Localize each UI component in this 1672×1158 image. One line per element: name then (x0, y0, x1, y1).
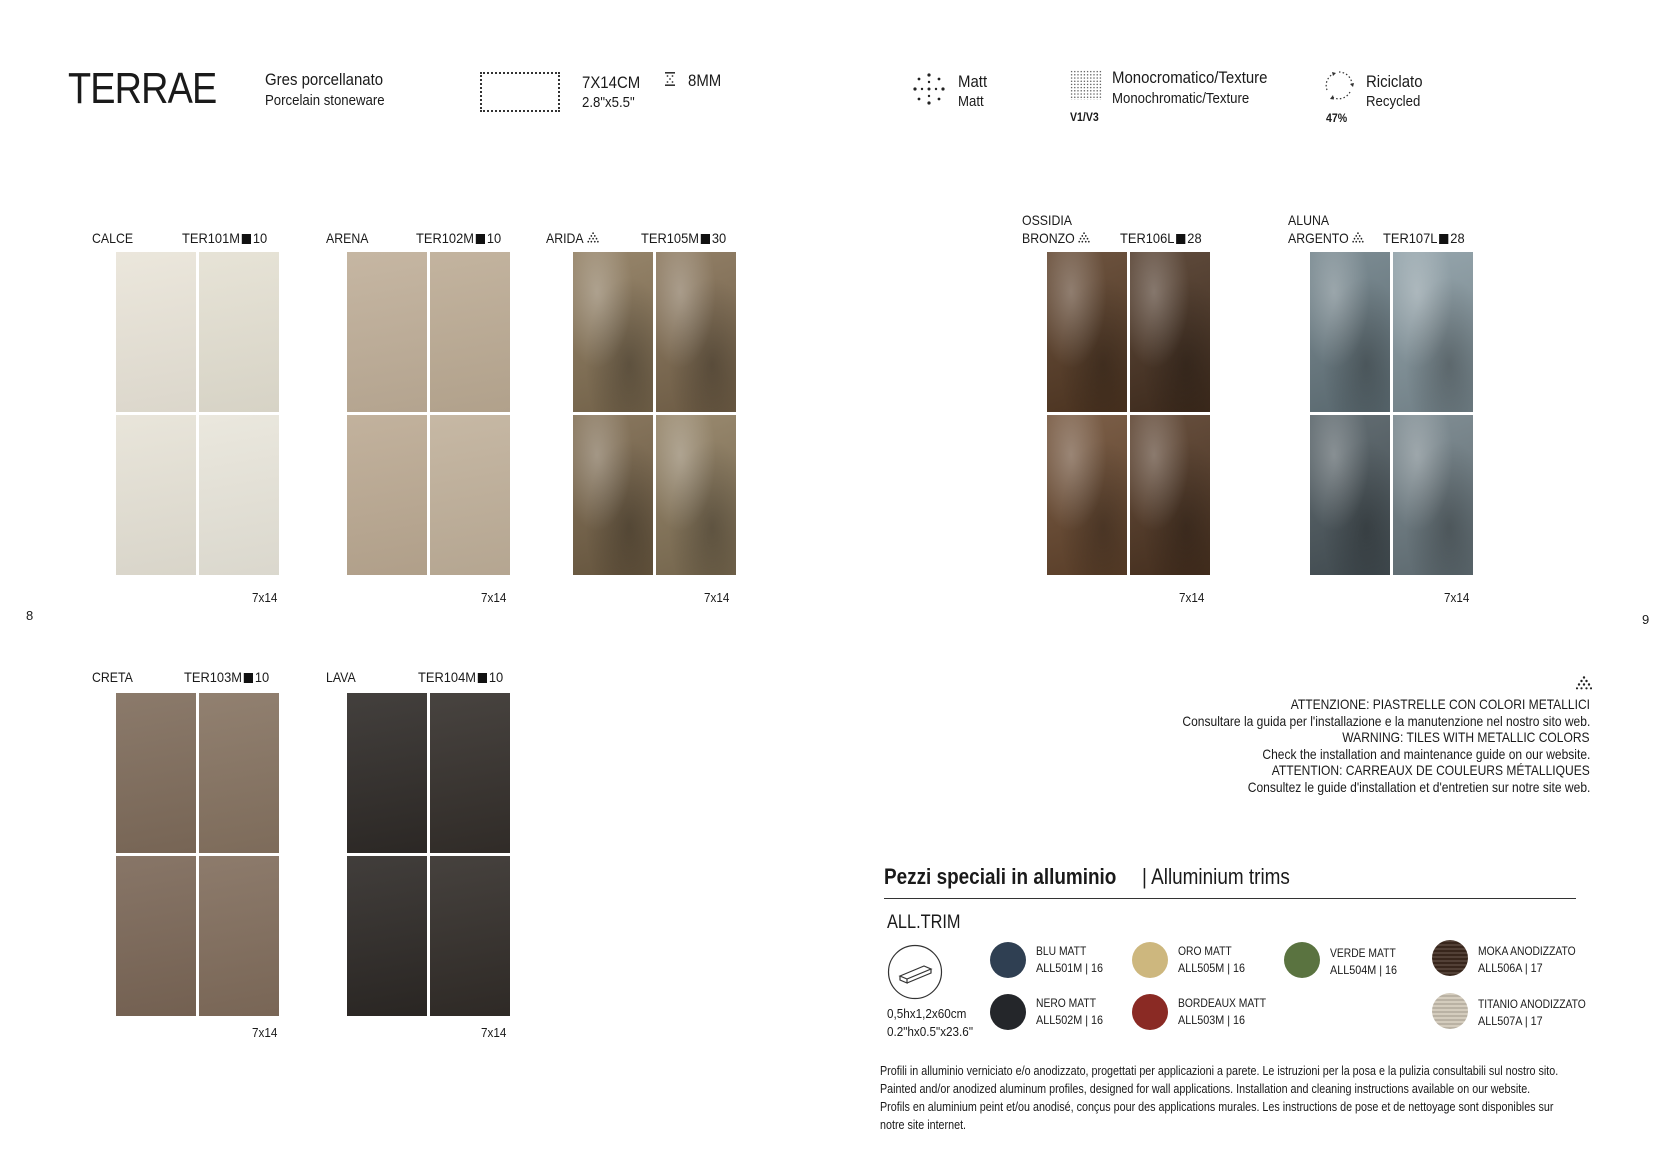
box-quantity-icon (1439, 234, 1448, 244)
trim-dimension-in: 0.2"hx0.5"x23.6" (887, 1024, 973, 1039)
tile-name-text: ARENA (326, 230, 369, 246)
metallic-warning-icon (1576, 676, 1592, 690)
tile-box-quantity: 28 (1187, 230, 1202, 246)
tile-swatch (347, 693, 427, 853)
page-number-right: 9 (1642, 612, 1650, 627)
trim-box-quantity: 17 (1530, 1014, 1543, 1028)
trim-box-quantity: 16 (1233, 1013, 1246, 1027)
tile-size: 7x14 (481, 590, 507, 605)
tile-code-text: TER106L (1120, 230, 1175, 246)
trim-code-text: ALL506A (1478, 961, 1522, 975)
tile-size: 7x14 (252, 1025, 278, 1040)
tile-swatch (656, 415, 736, 575)
trim-color-swatch (1132, 942, 1168, 978)
tile-swatch (116, 415, 196, 575)
tile-code (1120, 230, 1202, 246)
tile-swatch (656, 252, 736, 412)
tile-swatch (1310, 415, 1390, 575)
tile-swatch (430, 415, 510, 575)
tile-swatch (347, 252, 427, 412)
tile-box-quantity: 10 (252, 230, 268, 246)
trim-box-quantity: 16 (1091, 961, 1104, 975)
footer-line: Profili in alluminio verniciato e/o anodizzato, progettati per applicazioni a parete. Le istruzioni per la posa e la pulizia consultabili sul nostro sito. (880, 1064, 1559, 1078)
separator: | (1082, 1013, 1092, 1027)
tile-swatch (347, 856, 427, 1016)
trim-color-swatch (1132, 994, 1168, 1030)
tile-box-quantity: 10 (254, 669, 270, 685)
tile-swatch (199, 252, 279, 412)
tile-size: 7x14 (252, 590, 278, 605)
warning-line: Check the installation and maintenance guide on our website. (1262, 745, 1590, 762)
trims-title-en: | Alluminium trims (1142, 864, 1290, 889)
size-cm: 7X14CM (582, 73, 641, 92)
tile-name-text: ARIDA (546, 230, 584, 246)
tile-code (182, 230, 267, 246)
tile-name-text: BRONZO (1022, 230, 1075, 246)
metallic-warning-block (1100, 696, 1590, 806)
tile-name-line1: ALUNA (1288, 212, 1330, 228)
tile-swatch (1047, 415, 1127, 575)
tile-name (326, 230, 368, 246)
trim-code (1330, 963, 1397, 977)
warning-line: WARNING: TILES WITH METALLIC COLORS (1342, 729, 1590, 746)
box-quantity-icon (701, 234, 710, 244)
tile-box-quantity: 10 (488, 669, 504, 685)
warning-line: ATTENTION: CARREAUX DE COULEURS MÉTALLIQUES (1272, 762, 1590, 779)
tile-name (1022, 230, 1090, 246)
box-quantity-icon (476, 234, 485, 244)
tile-code (184, 669, 269, 685)
trim-code-text: ALL503M (1178, 1013, 1225, 1027)
texture-grid-icon (1070, 70, 1102, 100)
trim-code (1178, 1013, 1245, 1027)
tile-swatch (1130, 252, 1210, 412)
finish-en: Matt (958, 93, 984, 110)
trim-color-name: ORO MATT (1178, 944, 1232, 958)
tile-box-quantity: 28 (1450, 230, 1465, 246)
tile-name-text: CALCE (92, 230, 134, 246)
trim-color-name: BORDEAUX MATT (1178, 996, 1267, 1010)
tile-swatch (199, 693, 279, 853)
tile-swatch (1310, 252, 1390, 412)
trim-color-swatch (1432, 940, 1468, 976)
material-en: Porcelain stoneware (265, 92, 385, 109)
trim-code (1478, 961, 1543, 975)
separator: | (1224, 1013, 1234, 1027)
footer-line: Profils en aluminium peint et/ou anodisé, conçus pour des applications murales. Les instructions de pose et de nettoyage sont disponibles sur (880, 1100, 1554, 1114)
metallic-icon (1078, 232, 1089, 243)
footer-line: Painted and/or anodized aluminum profiles, designed for wall applications. Installation and cleaning instructions available on our website. (880, 1082, 1531, 1096)
tile-swatch (116, 856, 196, 1016)
trim-code-text: ALL501M (1036, 961, 1083, 975)
separator: | (1082, 961, 1092, 975)
tile-format-icon (480, 72, 560, 112)
tile-size: 7x14 (704, 590, 730, 605)
recycled-icon (1324, 70, 1354, 102)
trim-box-quantity: 16 (1091, 1013, 1104, 1027)
tile-swatch (1393, 252, 1473, 412)
tile-swatch (1393, 415, 1473, 575)
tile-swatch (430, 252, 510, 412)
trim-code-text: ALL507A (1478, 1014, 1522, 1028)
tile-code-text: TER105M (641, 230, 699, 246)
tile-swatch (199, 415, 279, 575)
trims-title-it: Pezzi speciali in alluminio (884, 864, 1117, 889)
metallic-icon (587, 232, 598, 243)
box-quantity-icon (1176, 234, 1185, 244)
tile-name-text: LAVA (326, 669, 356, 685)
footer-note (880, 1062, 1640, 1134)
tile-swatch (430, 693, 510, 853)
trim-code-text: ALL502M (1036, 1013, 1083, 1027)
metallic-icon (1352, 232, 1363, 243)
variation-en: Monochromatic/Texture (1112, 90, 1250, 107)
separator: | (1521, 1014, 1531, 1028)
trims-divider (884, 898, 1576, 899)
tile-name (92, 669, 133, 685)
trim-color-name: MOKA ANODIZZATO (1478, 944, 1576, 958)
trim-box-quantity: 16 (1385, 963, 1398, 977)
tile-name-text: ARGENTO (1288, 230, 1349, 246)
tile-swatch (573, 415, 653, 575)
trim-box-quantity: 17 (1530, 961, 1543, 975)
variation-it: Monocromatico/Texture (1112, 68, 1268, 87)
tile-swatch (116, 252, 196, 412)
thickness: 8MM (688, 71, 722, 90)
trim-product-name: ALL.TRIM (887, 912, 961, 933)
tile-name-line1: OSSIDIA (1022, 212, 1072, 228)
tile-size: 7x14 (1179, 590, 1205, 605)
tile-swatch (116, 693, 196, 853)
trim-box-quantity: 16 (1233, 961, 1246, 975)
tile-name-text: CRETA (92, 669, 133, 685)
tile-swatch (347, 415, 427, 575)
tile-code-text: TER102M (416, 230, 474, 246)
recycled-percentage: 47% (1326, 111, 1348, 125)
trim-color-swatch (1284, 942, 1320, 978)
separator: | (1521, 961, 1531, 975)
tile-swatch (199, 856, 279, 1016)
matt-finish-icon (912, 72, 946, 106)
brand-title: TERRAE (68, 64, 217, 113)
tile-swatch (1047, 252, 1127, 412)
separator: | (1224, 961, 1234, 975)
recycled-it: Riciclato (1366, 72, 1423, 91)
page-number-left: 8 (26, 608, 34, 623)
material-it: Gres porcellanato (265, 70, 384, 89)
tile-swatch (573, 252, 653, 412)
tile-size: 7x14 (1444, 590, 1470, 605)
tile-swatch (1130, 415, 1210, 575)
trim-color-swatch (990, 994, 1026, 1030)
variation-code: V1/V3 (1070, 110, 1099, 124)
tile-box-quantity: 30 (711, 230, 727, 246)
trim-color-name: VERDE MATT (1330, 946, 1396, 960)
trim-profile-icon (887, 944, 943, 1000)
recycled-en: Recycled (1366, 93, 1421, 110)
tile-code-text: TER101M (182, 230, 240, 246)
warning-line: Consultare la guida per l'installazione e la manutenzione nel nostro sito web. (1182, 712, 1590, 729)
trim-color-name: NERO MATT (1036, 996, 1097, 1010)
box-quantity-icon (244, 673, 253, 683)
tile-code (641, 230, 726, 246)
tile-swatch (430, 856, 510, 1016)
tile-code-text: TER104M (418, 669, 476, 685)
trim-color-swatch (990, 942, 1026, 978)
tile-box-quantity: 10 (486, 230, 502, 246)
tile-code-text: TER107L (1383, 230, 1438, 246)
trim-dimension-cm: 0,5hx1,2x60cm (887, 1006, 967, 1021)
trim-color-swatch (1432, 993, 1468, 1029)
tile-code (1383, 230, 1465, 246)
box-quantity-icon (242, 234, 251, 244)
tile-size: 7x14 (481, 1025, 507, 1040)
trim-color-name: TITANIO ANODIZZATO (1478, 997, 1586, 1011)
trim-code-text: ALL504M (1330, 963, 1377, 977)
box-quantity-icon (478, 673, 487, 683)
finish-it: Matt (958, 72, 988, 91)
trim-code (1478, 1014, 1543, 1028)
tile-name (546, 230, 599, 246)
trim-code (1178, 961, 1245, 975)
trim-code (1036, 961, 1103, 975)
trim-code-text: ALL505M (1178, 961, 1225, 975)
warning-line: ATTENZIONE: PIASTRELLE CON COLORI METALLICI (1290, 696, 1590, 712)
tile-name (92, 230, 133, 246)
trim-color-name: BLU MATT (1036, 944, 1087, 958)
separator: | (1376, 963, 1386, 977)
tile-name (326, 669, 356, 685)
tile-name (1288, 230, 1364, 246)
size-in: 2.8"x5.5" (582, 94, 635, 111)
trim-code (1036, 1013, 1103, 1027)
thickness-icon (664, 72, 676, 86)
tile-code (418, 669, 503, 685)
tile-code-text: TER103M (184, 669, 242, 685)
warning-line: Consultez le guide d'installation et d'entretien sur notre site web. (1247, 779, 1590, 795)
tile-code (416, 230, 501, 246)
footer-line: notre site internet. (880, 1118, 967, 1132)
